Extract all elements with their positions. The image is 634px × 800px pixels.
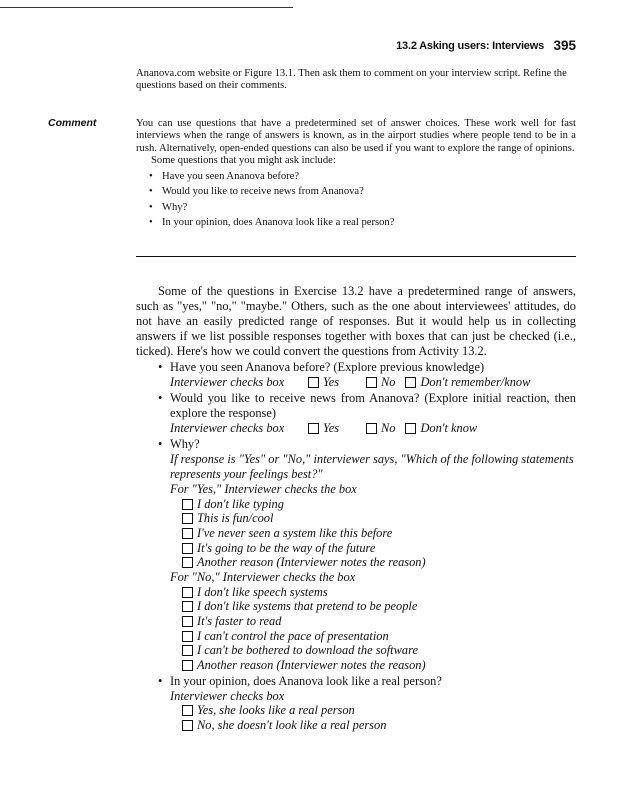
checkbox[interactable]	[182, 543, 193, 554]
list-item: • Would you like to receive news from Ananova?	[136, 186, 576, 202]
comment-paragraph: You can use questions that have a predetermined set of answer choices. These work well for fast interviews when the range of answers is known, as in the airport studies where people tend to be in a rush. Alternatively, open-ended questions can also be used if you want to explore the range of opinions.	[136, 118, 576, 154]
option-item: I can't control the pace of presentation	[182, 629, 576, 644]
checkbox[interactable]	[182, 705, 193, 716]
question-4-text: • In your opinion, does Ananova look like a real person?	[170, 673, 442, 688]
no-options	[170, 585, 576, 673]
comment-label: Comment	[48, 117, 97, 129]
yes-lead: For "Yes," Interviewer checks the box	[170, 482, 357, 496]
q4-options	[170, 704, 576, 733]
question-3-instruction: If response is "Yes" or "No," interviewer says, "Which of the following statements represents your feelings best?"	[170, 452, 574, 481]
option-item: It's going to be the way of the future	[182, 541, 576, 556]
checkbox[interactable]	[366, 423, 377, 434]
option-item: Another reason (Interviewer notes the reason)	[182, 658, 576, 673]
option-item: Another reason (Interviewer notes the reason)	[182, 555, 576, 570]
checkbox[interactable]	[405, 423, 416, 434]
running-header	[300, 38, 576, 58]
option-item: It's faster to read	[182, 614, 576, 629]
option-yes: Yes	[308, 375, 346, 390]
option-item: I can't be bothered to download the software	[182, 643, 576, 658]
checkbox[interactable]	[182, 660, 193, 671]
option-item: No, she doesn't look like a real person	[182, 718, 576, 733]
checkbox[interactable]	[308, 377, 319, 388]
interviewer-instruction: Interviewer checks box	[170, 688, 285, 703]
interviewer-instruction: Interviewer checks box	[170, 375, 285, 389]
checkbox[interactable]	[182, 587, 193, 598]
option-dont-remember: Don't remember/know	[405, 375, 530, 390]
no-lead: For "No," Interviewer checks the box	[170, 569, 356, 584]
checkbox[interactable]	[182, 557, 193, 568]
main-body	[136, 284, 576, 733]
question-2-text: • Would you like to receive news from Ananova? (Explore initial reaction, then explore the response)	[170, 391, 576, 420]
option-item: I don't like systems that pretend to be people	[182, 600, 576, 615]
checkbox[interactable]	[182, 645, 193, 656]
interviewer-instruction: Interviewer checks box	[170, 421, 285, 435]
list-item: • Have you seen Ananova before?	[136, 171, 576, 187]
checkbox[interactable]	[182, 513, 193, 524]
question-3-text: • Why?	[170, 437, 200, 451]
option-no: No	[366, 375, 395, 390]
question-1	[136, 360, 576, 390]
intro-text: Ananova.com website or Figure 13.1. Then ask them to comment on your interview script. Refine the questions based on their comments.	[136, 68, 567, 92]
checkbox[interactable]	[182, 499, 193, 510]
comment-box	[136, 118, 576, 233]
option-item: I've never seen a system like this before	[182, 526, 576, 541]
option-item: This is fun/cool	[182, 512, 576, 527]
body-paragraph: Some of the questions in Exercise 13.2 have a predetermined range of answers, such as "yes," "no," "maybe." Others, such as the one about interviewees' attitudes, do not have an easily predicted range of responses. But it would help us in collecting answers if we list possible responses together with boxes that can just be checked (i.e., ticked). Here's how we could convert the questions from Activity 13.2.	[136, 284, 576, 358]
checkbox[interactable]	[182, 616, 193, 627]
checkbox[interactable]	[308, 423, 319, 434]
yes-options	[170, 497, 576, 570]
question-1-text: • Have you seen Ananova before? (Explore previous knowledge)	[170, 360, 485, 374]
checkbox[interactable]	[182, 528, 193, 539]
checkbox[interactable]	[405, 377, 416, 388]
comment-divider	[136, 256, 576, 257]
section-title: 13.2 Asking users: Interviews	[396, 40, 544, 52]
checkbox[interactable]	[366, 377, 377, 388]
list-item: • Why?	[136, 202, 576, 218]
question-2	[136, 391, 576, 436]
option-no: No	[366, 421, 395, 436]
checkbox[interactable]	[182, 720, 193, 731]
option-yes: Yes	[308, 421, 346, 436]
checkbox[interactable]	[182, 631, 193, 642]
option-item: I don't like speech systems	[182, 585, 576, 600]
option-item: I don't like typing	[182, 497, 576, 512]
question-3	[136, 437, 576, 673]
question-4	[136, 674, 576, 733]
comment-bullets	[136, 171, 576, 233]
checkbox[interactable]	[182, 601, 193, 612]
list-item: • In your opinion, does Ananova look like a real person?	[136, 217, 576, 233]
option-dont-know: Don't know	[405, 421, 477, 436]
comment-lead: Some questions that you might ask include:	[151, 155, 336, 167]
top-rule	[0, 7, 293, 8]
option-item: Yes, she looks like a real person	[182, 704, 576, 719]
page-number: 395	[553, 38, 576, 53]
